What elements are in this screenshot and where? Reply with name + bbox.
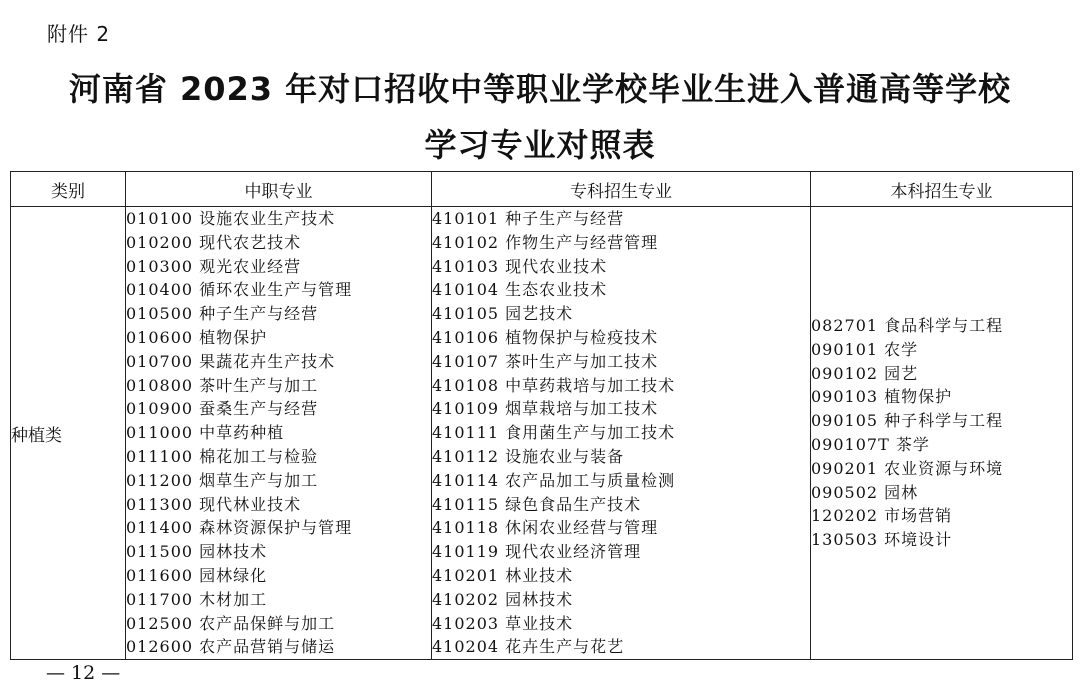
list-item: 090201 农业资源与环境 — [811, 458, 1004, 478]
list-item: 010900 蚕桑生产与经营 — [126, 399, 319, 419]
list-item: 090502 园林 — [811, 482, 919, 502]
header-undergraduate-majors: 本科招生专业 — [811, 172, 1073, 207]
list-item: 011000 中草药种植 — [126, 423, 285, 443]
undergraduate-majors-cell — [811, 207, 1073, 660]
table-row — [11, 207, 1073, 660]
list-item: 090103 植物保护 — [811, 387, 953, 407]
list-item: 410105 园艺技术 — [432, 304, 574, 324]
list-item: 410112 设施农业与装备 — [432, 446, 625, 466]
list-item: 010200 现代农艺技术 — [126, 232, 302, 252]
list-item: 410114 农产品加工与质量检测 — [432, 470, 676, 490]
list-item: 410109 烟草栽培与加工技术 — [432, 399, 659, 419]
list-item: 410202 园林技术 — [432, 589, 574, 609]
list-item: 010700 果蔬花卉生产技术 — [126, 351, 336, 371]
list-item: 410119 现代农业经济管理 — [432, 542, 642, 562]
document-subtitle: 学习专业对照表 — [424, 126, 656, 164]
list-item: 410118 休闲农业经营与管理 — [432, 518, 659, 538]
list-item: 410108 中草药栽培与加工技术 — [432, 375, 676, 395]
list-item: 011700 木材加工 — [126, 589, 268, 609]
list-item: 010800 茶叶生产与加工 — [126, 375, 319, 395]
list-item: 011500 园林技术 — [126, 542, 268, 562]
list-item: 012500 农产品保鲜与加工 — [126, 613, 336, 633]
list-item: 010600 植物保护 — [126, 327, 268, 347]
header-secondary-majors: 中职专业 — [126, 172, 432, 207]
list-item: 012600 农产品营销与储运 — [126, 637, 336, 657]
page-number: — 12 — — [46, 662, 121, 684]
list-item: 410203 草业技术 — [432, 613, 574, 633]
list-item: 011100 棉花加工与检验 — [126, 446, 319, 466]
list-item: 410115 绿色食品生产技术 — [432, 494, 642, 514]
list-item: 410101 种子生产与经营 — [432, 209, 625, 228]
list-item: 410102 作物生产与经营管理 — [432, 232, 659, 252]
list-item: 010300 观光农业经营 — [126, 256, 302, 276]
list-item: 010500 种子生产与经营 — [126, 304, 319, 324]
list-item: 010100 设施农业生产技术 — [126, 209, 336, 228]
list-item: 011200 烟草生产与加工 — [126, 470, 319, 490]
junior-college-majors-cell — [432, 207, 811, 660]
list-item: 082701 食品科学与工程 — [811, 316, 1004, 336]
document-title: 河南省 2023 年对口招收中等职业学校毕业生进入普通高等学校 — [68, 70, 1012, 108]
category-cell: 种植类 — [11, 207, 126, 660]
list-item: 410111 食用菌生产与加工技术 — [432, 423, 676, 443]
list-item: 011600 园林绿化 — [126, 565, 268, 585]
table-header-row — [11, 172, 1073, 207]
list-item: 120202 市场营销 — [811, 506, 953, 526]
list-item: 090107T 茶学 — [811, 435, 930, 455]
list-item: 130503 环境设计 — [811, 530, 953, 550]
list-item: 410201 林业技术 — [432, 565, 574, 585]
list-item: 410104 生态农业技术 — [432, 280, 608, 300]
list-item: 410107 茶叶生产与加工技术 — [432, 351, 659, 371]
secondary-majors-cell — [126, 207, 432, 660]
header-category: 类别 — [11, 172, 126, 207]
major-mapping-table — [10, 171, 1073, 660]
list-item: 090101 农学 — [811, 339, 919, 359]
list-item: 010400 循环农业生产与管理 — [126, 280, 353, 300]
list-item: 011400 森林资源保护与管理 — [126, 518, 353, 538]
list-item: 410106 植物保护与检疫技术 — [432, 327, 659, 347]
list-item: 090105 种子科学与工程 — [811, 411, 1004, 431]
list-item: 011300 现代林业技术 — [126, 494, 302, 514]
list-item: 410103 现代农业技术 — [432, 256, 608, 276]
attachment-label: 附件 2 — [47, 22, 111, 46]
list-item: 090102 园艺 — [811, 363, 919, 383]
list-item: 410204 花卉生产与花艺 — [432, 637, 625, 657]
header-junior-college-majors: 专科招生专业 — [432, 172, 811, 207]
